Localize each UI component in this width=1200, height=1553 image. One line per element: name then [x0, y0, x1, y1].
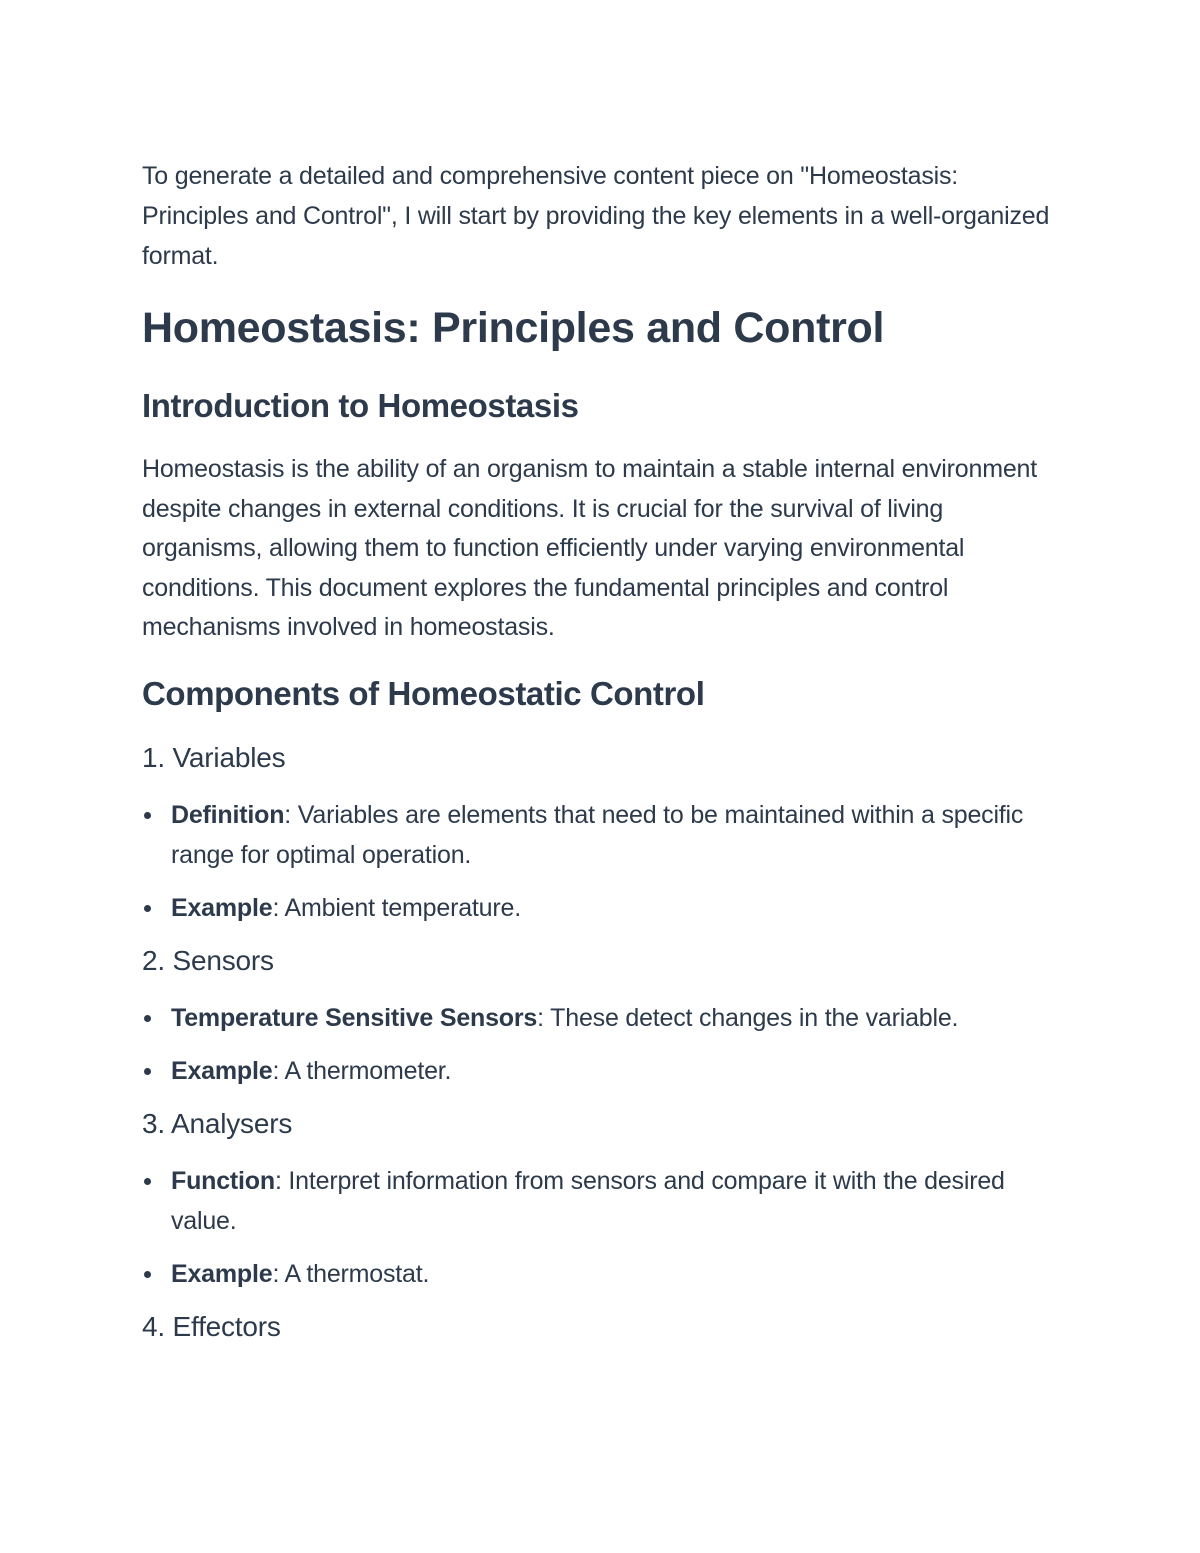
- introduction-paragraph: Homeostasis is the ability of an organism to maintain a stable internal environment despite changes in external conditions. It is crucial for the survival of living organisms, allowing them to function efficiently under varying environmental conditions. This document explores the fundamental principles and control mechanisms involved in homeostasis.: [142, 455, 1037, 641]
- analysers-list: [142, 1161, 1058, 1294]
- components-heading: Components of Homeostatic Control: [142, 674, 705, 712]
- variables-list: [142, 795, 1058, 928]
- item-text: : Variables are elements that need to be maintained within a specific range for optimal operation.: [171, 800, 1024, 869]
- item-label: Temperature Sensitive Sensors: [171, 1003, 538, 1032]
- section-heading-effectors: 4. Effectors: [142, 1310, 281, 1342]
- list-item: [142, 998, 1058, 1038]
- item-text: : A thermostat.: [272, 1259, 430, 1288]
- item-label: Example: [171, 893, 273, 922]
- document-title: Homeostasis: Principles and Control: [142, 304, 885, 352]
- item-text: : A thermometer.: [272, 1056, 452, 1085]
- bullet-dot-icon: [144, 812, 151, 819]
- section-heading-sensors: 2. Sensors: [142, 944, 274, 976]
- bullet-dot-icon: [144, 1271, 151, 1278]
- list-item: [142, 1161, 1058, 1241]
- bullet-dot-icon: [144, 1068, 151, 1075]
- list-item: [142, 1051, 1058, 1091]
- item-text: : Ambient temperature.: [272, 893, 521, 922]
- item-text: : Interpret information from sensors and compare it with the desired value.: [171, 1166, 1005, 1235]
- item-label: Example: [171, 1056, 273, 1085]
- bullet-dot-icon: [144, 1178, 151, 1185]
- intro-paragraph: To generate a detailed and comprehensive content piece on "Homeostasis: Principles and Control", I will start by providing the key elements in a well-organized format.: [142, 162, 1050, 270]
- section-heading-variables: 1. Variables: [142, 741, 286, 773]
- bullet-dot-icon: [144, 905, 151, 912]
- bullet-dot-icon: [144, 1015, 151, 1022]
- introduction-heading: Introduction to Homeostasis: [142, 387, 579, 424]
- sensors-list: [142, 998, 1058, 1091]
- item-label: Definition: [171, 800, 285, 829]
- section-heading-analysers: 3. Analysers: [142, 1107, 293, 1139]
- item-label: Function: [171, 1166, 275, 1195]
- list-item: [142, 888, 1058, 928]
- item-text: : These detect changes in the variable.: [537, 1003, 959, 1032]
- list-item: [142, 795, 1058, 875]
- list-item: [142, 1254, 1058, 1294]
- item-label: Example: [171, 1259, 273, 1288]
